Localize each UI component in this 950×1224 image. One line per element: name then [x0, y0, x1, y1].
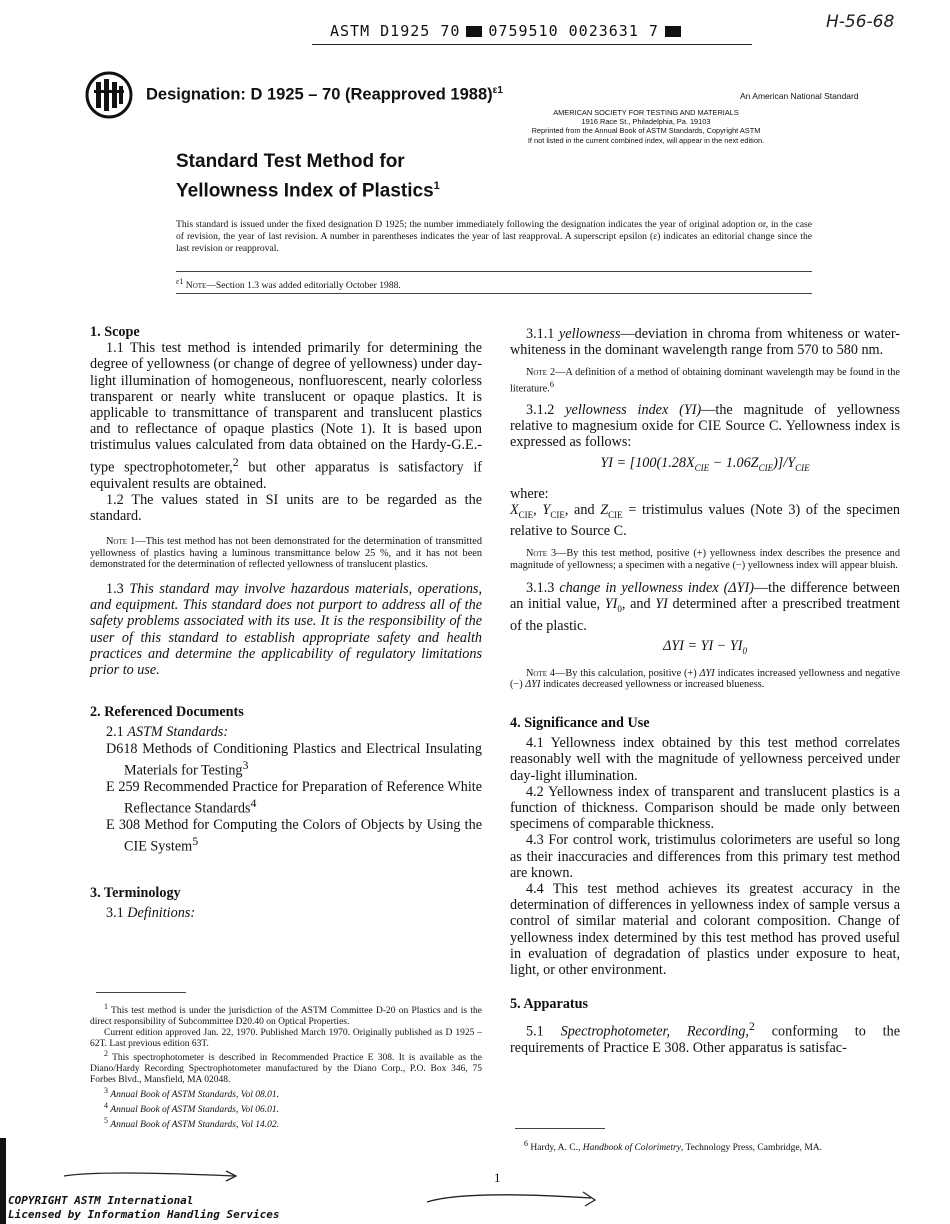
section-heading-apparatus: 5. Apparatus [510, 996, 589, 1013]
divider [176, 271, 812, 272]
divider [176, 293, 812, 294]
right-column [510, 326, 900, 1057]
footnote-4: $^4$ Annual Book of ASTM Standards, Vol 06.01. [104, 1100, 279, 1115]
astm-logo-icon [84, 70, 134, 120]
reference-d618: D618 Methods of Conditioning Plastics and Electrical Insulating Materials for Testing$^3$ [106, 740, 482, 779]
paragraph-4-2: 4.2 Yellowness index of transparent and translucent plastics is a function of thickness. Comparison should be made only between specimens of comparable thickness. [510, 783, 900, 833]
paragraph-4-3: 4.3 For control work, tristimulus colorimeters are useful so long as their inaccuracies and differences from this primary test method are known. [510, 832, 900, 881]
paragraph-4-4: 4.4 This test method achieves its greatest accuracy in the determination of differences in yellowness index of sample versus a control of similar material and colorant composition. Change of yellowness index determined by this test method has proved useful in evaluation of degradation of plastics under exposure to heat, light, or other environment. [510, 880, 900, 978]
astm-code: ASTM D1925 70 [330, 22, 461, 40]
black-mark-icon [665, 26, 681, 37]
paragraph-1-2: 1.2 The values stated in SI units are to be regarded as the standard. [90, 491, 482, 524]
footnote-5: $^5$ Annual Book of ASTM Standards, Vol 14.02. [104, 1115, 279, 1130]
copyright-stamp: COPYRIGHT ASTM International Licensed by Information Handling Services [8, 1194, 280, 1221]
catalog-number: 0759510 0023631 7 [488, 22, 659, 40]
section-heading-significance: 4. Significance and Use [510, 714, 650, 731]
reference-e308: E 308 Method for Computing the Colors of Objects by Using the CIE System$^5$ [106, 816, 482, 855]
black-mark-icon [466, 26, 482, 37]
footnote-6: $^6$ Hardy, A. C., Handbook of Colorimetry, Technology Press, Cambridge, MA. [524, 1139, 823, 1154]
header-rule [312, 44, 752, 45]
left-column [90, 324, 482, 921]
footnote-rule [515, 1128, 605, 1129]
paragraph-4-1: 4.1 Yellowness index obtained by this test method correlates reasonably well with the magnitude of yellowness perceived under day-light illumination. [510, 735, 900, 784]
definition-yellowness-index: 3.1.2 yellowness index (YI)—the magnitude of yellowness relative to magnesium oxide for CIE Source C. Yellowness index is expressed as follows: [510, 402, 901, 451]
footnote-2: $^2$ This spectrophotometer is described in Recommended Practice E 308. It is available as the Diano/Hardy Recording Spectrophotometer manufactured by the Diano Corp., P.O. Box 346, 75 Forbes Blvd., Mansfield, MA 02048. [90, 1049, 482, 1086]
issuance-statement: This standard is issued under the fixed designation D 1925; the number immediately following the designation indicates the year of original adoption or, in the case of revision, the year of last revision. A number in parentheses indicates the year of last reapproval. A superscript epsilon (ε) indicates an editorial change since the last revision or reapproval. [176, 219, 812, 254]
equation-yellowness-index: YI = $[100(1.28X_{CIE} - 1.06Z_{CIE})]/Y_{CIE}$ [600, 454, 810, 473]
national-standard-label: An American National Standard [740, 91, 859, 101]
paragraph-1-3: 1.3 This standard may involve hazardous materials, operations, and equipment. This standard does not purport to address all of the safety problems associated with its use. It is the responsibility of the user of this standard to establish appropriate safety and health practices and determine the applicability of regulatory limitations prior to use. [90, 580, 482, 678]
note-3: Note 3—By this test method, positive (+) yellowness index describes the presence and magnitude of yellowness; a specimen with a negative (−) yellowness index will appear bluish. [510, 548, 900, 571]
section-heading-terminology: 3. Terminology [90, 885, 181, 901]
paragraph-5-1: 5.1 Spectrophotometer, Recording,$^2$ conforming to the requirements of Practice E 308. Other apparatus is satisfac- [510, 1019, 901, 1057]
handwritten-note: H-56-68 [826, 12, 895, 32]
designation: Designation: D 1925 – 70 (Reapproved 1988)$^{\varepsilon 1}$ [146, 85, 503, 104]
decorative-arrow-icon [62, 1166, 252, 1186]
footnote-1: $^1$ This test method is under the jurisdiction of the ASTM Committee D-20 on Plastics and is the direct responsibility of Subcommittee D20.40 on Optical Properties. [90, 1002, 482, 1027]
note-4: Note 4—By this calculation, positive (+) ΔYI indicates increased yellowness and negative (−) ΔYI indicates decreased yellowness or increased blueness. [510, 667, 900, 691]
paragraph-3-1: 3.1 Definitions: [106, 905, 196, 922]
reference-e259: E 259 Recommended Practice for Preparation of Reference White Reflectance Standards$^4$ [106, 778, 482, 817]
footnotes-left [90, 1002, 482, 1131]
equation-delta-yi: ΔYI = YI − $YI_0$ [662, 637, 747, 656]
note-1: Note 1—This test method has not been demonstrated for the determination of transmitted yellowness of plastics having a luminous transmittance below 25 %, and it has not been demonstrated for the determination of reflected yellowness of translucent plastics. [90, 536, 482, 571]
where-label: where: [510, 485, 549, 502]
section-heading-scope: 1. Scope [90, 324, 140, 340]
definition-yellowness: 3.1.1 yellowness—deviation in chroma from whiteness or water-whiteness in the dominant wavelength range from 570 to 580 nm. [510, 326, 901, 359]
epsilon-note: $^{\varepsilon 1}$ Note—Section 1.3 was added editorially October 1988. [176, 277, 401, 292]
section-heading-referenced-documents: 2. Referenced Documents [90, 704, 244, 721]
document-code-header [330, 22, 687, 40]
paragraph-1-1: 1.1 This test method is intended primarily for determining the degree of yellowness (or change of degree of yellowness) under day-light illumination of homogeneous, nonfluorescent, nearly colorless transparent or nearly white translucent or opaque plastics. It is applicable to transmittance of transparent and translucent plastics and to reflectance of opaque plastics (Note 1). It is based upon tristimulus values calculated from data obtained on the Hardy-G.E.-type spectrophotometer,$^2$ but other apparatus is satisfactory if equivalent results are obtained. [90, 340, 482, 492]
definition-change-in-yellowness-index: 3.1.3 change in yellowness index (ΔYI)—the difference between an initial value, $YI_0$, and YI determined after a prescribed treatment of the plastic. [510, 580, 900, 634]
page-title: Standard Test Method for Yellowness Index of Plastics$^1$ [176, 151, 440, 202]
footnote-3: $^3$ Annual Book of ASTM Standards, Vol 08.01. [104, 1085, 279, 1101]
decorative-arrow-icon [425, 1186, 605, 1210]
tristimulus-definition: $X_{CIE}$, $Y_{CIE}$, and $Z_{CIE}$ = tristimulus values (Note 3) of the specimen relative to Source C. [510, 501, 901, 539]
publisher-block: AMERICAN SOCIETY FOR TESTING AND MATERIALS 1916 Race St., Philadelphia, Pa. 19103 Reprinted from the Annual Book of ASTM Standards, Copyright ASTM If not listed in the current combined index, will appear in the next edition. [527, 108, 765, 145]
scan-edge [0, 1138, 6, 1224]
footnote-rule [96, 992, 186, 993]
page-number: 1 [494, 1170, 501, 1185]
note-2: Note 2—A definition of a method of obtaining dominant wavelength may be found in the literature.$^6$ [510, 367, 900, 395]
paragraph-2-1: 2.1 ASTM Standards: [106, 724, 229, 741]
footnote-1-edition: Current edition approved Jan. 22, 1970. Published March 1970. Originally published as D 1925 – 62T. Last previous edition 63T. [90, 1027, 482, 1049]
